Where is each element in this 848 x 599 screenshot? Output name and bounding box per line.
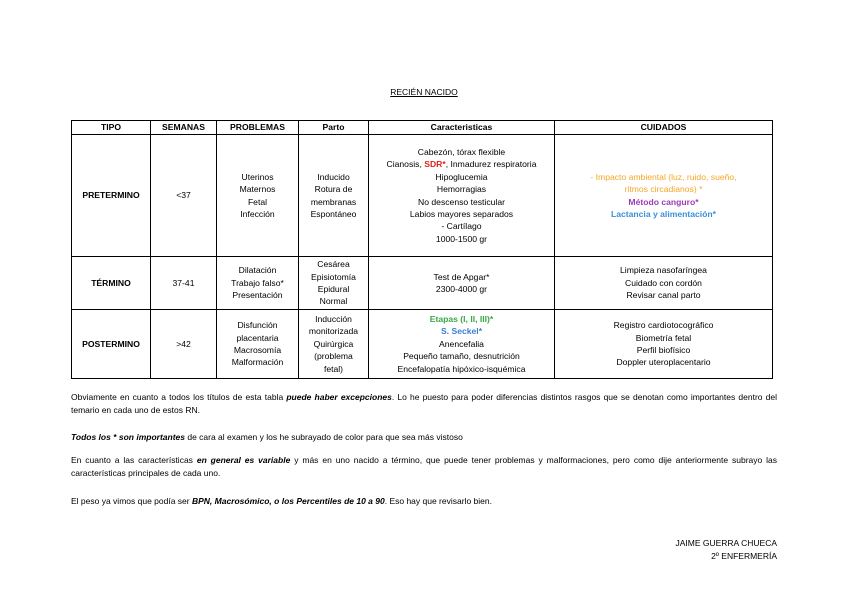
caracteristica-item: Test de Apgar* [433,271,490,282]
row-semanas: >42 [151,310,217,379]
cuidado-item: Doppler uteroplacentario [616,357,711,368]
problema-item: Malformación [231,357,284,368]
row-cuidados [555,135,773,257]
caracteristica-item: Pequeño tamaño, desnutrición [403,351,520,362]
paragraph-emphasis: BPN, Macrosómico, o los Percentiles de 10 a 90 [191,496,385,506]
cuidado-item: Limpieza nasofaríngea [620,265,707,276]
row-parto [299,310,369,379]
etapas-highlight: Etapas (I, II, III)* [429,313,494,324]
paragraph-emphasis: en general es variable [196,455,291,465]
caracteristica-text: , Inmadurez respiratoria [445,159,537,170]
paragraph-text: de cara al examen y los he subrayado de color para que sea más vistoso [184,432,463,442]
problema-item: Uterinos [241,171,274,182]
header-caracteristicas: Caracteristicas [369,121,555,135]
parto-item: Quirúrgica [313,338,354,349]
paragraph-importantes [71,431,777,444]
table-row [72,135,773,257]
caracteristica-item: No descenso testicular [418,196,505,207]
impacto-ambiental-highlight: - Impacto ambiental (luz, ruido, sueño, [590,171,737,182]
header-problemas: PROBLEMAS [217,121,299,135]
caracteristica-item: - Cartílago [441,221,482,232]
problema-item: Maternos [239,184,276,195]
parto-item: Cesárea [317,259,350,270]
problema-item: Dilatación [238,265,277,276]
row-semanas: 37-41 [151,257,217,310]
caracteristica-item: Labios mayores separados [409,208,514,219]
row-problemas [217,135,299,257]
caracteristica-item: Hipoglucemia [435,171,488,182]
parto-item: Episiotomía [311,271,356,282]
parto-item: Inducción [315,313,352,324]
caracteristica-item: 2300-4000 gr [435,284,488,294]
metodo-canguro-highlight: Método canguro* [628,196,699,207]
cuidado-item: Registro cardiotocográfico [613,320,714,331]
paragraph-emphasis: puede haber excepciones [286,392,392,402]
paragraph-text: . Lo he puesto para poder diferencias distintos rasgos que se denotan como importantes dentro del temario en cada uno de estos RN. [71,392,777,415]
problema-item: placentaria [236,332,279,343]
newborn-table [71,120,773,379]
caracteristica-item: Cabezón, tórax flexible [417,146,506,157]
paragraph-text: y más en uno nacido a término, que puede tener problemas y malformaciones, pero como dije anteriormente subrayo las características principales de cada uno. [71,455,778,478]
caracteristica-item: Hemorragias [436,184,487,195]
row-tipo: TÉRMINO [72,257,151,310]
header-semanas: SEMANAS [151,121,217,135]
problema-item: Presentación [232,290,283,301]
row-tipo: POSTERMINO [72,310,151,379]
impacto-ambiental-highlight: ritmos circadianos) * [624,184,703,195]
paragraph-text: El peso ya vimos que podía ser [71,496,192,506]
parto-item: Normal [319,296,348,307]
paragraph-text: Obviamente en cuanto a todos los títulos de esta tabla [71,392,287,402]
paragraph-caracteristicas [71,454,777,479]
paragraph-emphasis: Todos los * son importantes [71,432,185,442]
cuidado-item: Cuidado con cordón [625,277,702,288]
paragraph-excepciones [71,391,777,416]
problema-item: Fetal [247,196,268,207]
parto-item: fetal) [323,363,344,374]
cuidado-item: Revisar canal parto [626,290,701,301]
table-row [72,310,773,379]
row-parto [299,257,369,310]
parto-item: Rotura de [314,184,353,195]
paragraph-text: En cuanto a las características [71,455,197,465]
header-parto: Parto [299,121,369,135]
document-title: RECIÉN NACIDO [390,87,458,97]
row-tipo: PRETERMINO [72,135,151,257]
caracteristica-item: 1000-1500 gr [435,233,488,244]
caracteristica-item: Anencefalia [439,338,484,349]
cuidado-item: Biometría fetal [635,332,692,343]
seckel-highlight: S. Seckel* [440,326,483,337]
problema-item: Disfunción [237,320,278,331]
author-course: 2º ENFERMERÍA [711,551,777,561]
problema-item: Trabajo falso* [231,277,284,288]
caracteristica-item: Encefalopatía hipóxico-isquémica [397,363,526,374]
row-cuidados [555,257,773,310]
sdr-highlight: SDR* [424,159,446,170]
header-cuidados: CUIDADOS [555,121,773,135]
parto-item: (problema [314,351,353,362]
parto-item: Espontáneo [310,208,357,219]
cuidado-item: Perfil biofísico [636,345,691,355]
row-cuidados [555,310,773,379]
header-tipo: TIPO [72,121,151,135]
row-problemas [217,257,299,310]
table-header-row [72,121,773,135]
problema-item: Infección [240,208,275,219]
table-row [72,257,773,310]
caracteristica-text: Cianosis, [386,159,425,170]
row-semanas: <37 [151,135,217,257]
parto-item: membranas [310,196,357,207]
paragraph-peso [71,495,777,508]
row-caracteristicas [369,310,555,379]
parto-item: Inducido [317,171,350,182]
paragraph-text: . Eso hay que revisarlo bien. [384,496,492,506]
row-parto [299,135,369,257]
row-problemas [217,310,299,379]
parto-item: Epidural [317,284,350,294]
problema-item: Macrosomía [233,345,282,355]
signature [675,537,777,563]
parto-item: monitorizada [308,326,359,337]
author-name: JAIME GUERRA CHUECA [675,538,777,548]
caracteristica-item [371,158,552,170]
row-caracteristicas [369,135,555,257]
lactancia-highlight: Lactancia y alimentación* [610,208,717,219]
row-caracteristicas [369,257,555,310]
